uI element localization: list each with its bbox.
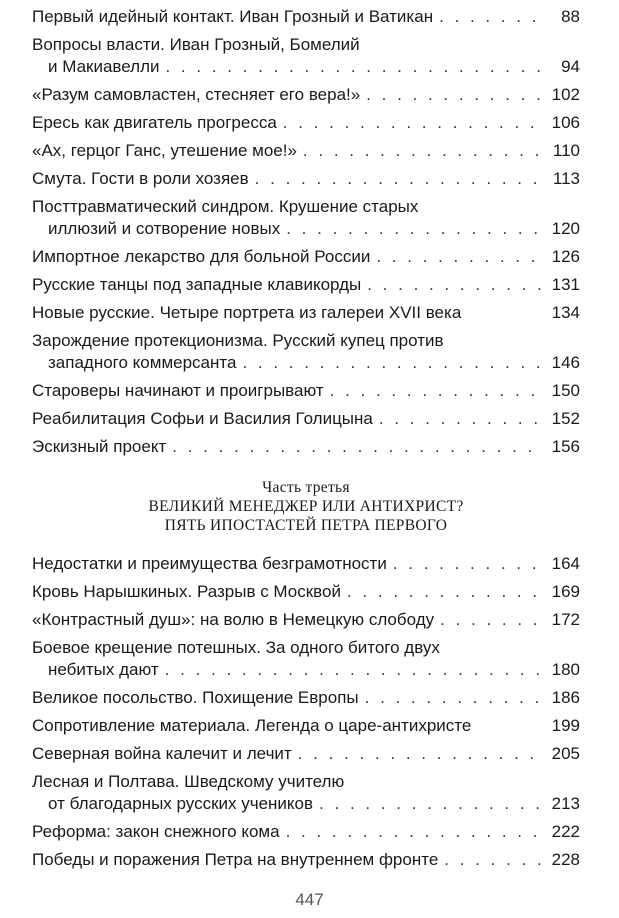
- toc-entry-last-line: [32, 246, 580, 268]
- toc-entry-title: Вопросы власти. Иван Грозный, Бомелий: [32, 35, 360, 54]
- toc-entry-page: 180: [551, 660, 580, 679]
- dot-leader: [255, 168, 544, 190]
- toc-entry-title: Победы и поражения Петра на внутреннем фронте: [32, 850, 439, 869]
- dot-leader: [319, 793, 544, 815]
- toc-entry-page: 102: [551, 85, 580, 104]
- toc-entry-last-line: [32, 408, 580, 430]
- part-label: Часть третья: [262, 479, 350, 496]
- toc-entry: [32, 84, 580, 106]
- dot-leader: [242, 352, 544, 374]
- toc-entry-page: 169: [551, 582, 580, 601]
- toc-entry-title: Староверы начинают и проигрывают: [32, 381, 324, 400]
- toc-entry: [32, 687, 580, 709]
- toc-entry-page: 222: [551, 822, 580, 841]
- toc-entry-title: «Ах, герцог Ганс, утешение мое!»: [32, 141, 297, 160]
- dot-leader: [444, 849, 544, 871]
- toc-entry-last-line: [32, 687, 580, 709]
- toc-list-part-three: [32, 553, 580, 871]
- toc-entry-line: [32, 637, 580, 659]
- toc-entry-line: [32, 34, 580, 56]
- toc-entry: [32, 715, 580, 737]
- toc-entry: [32, 743, 580, 765]
- toc-entry-line: [32, 771, 580, 793]
- toc-entry-page: 131: [551, 275, 580, 294]
- toc-list-part-two: [32, 6, 580, 458]
- toc-entry-last-line: [32, 436, 580, 458]
- toc-entry-title: Боевое крещение потешных. За одного битого двух: [32, 638, 440, 657]
- toc-entry-page: 88: [561, 7, 580, 26]
- dot-leader: [286, 821, 544, 843]
- toc-entry-title: «Разум самовластен, стесняет его вера!»: [32, 85, 361, 104]
- part-title-line-2: ПЯТЬ ИПОСТАСТЕЙ ПЕТРА ПЕРВОГО: [164, 517, 448, 534]
- toc-entry-title: Недостатки и преимущества безграмотности: [32, 554, 387, 573]
- dot-leader: [172, 436, 544, 458]
- toc-entry: [32, 581, 580, 603]
- dot-leader: [439, 6, 544, 28]
- toc-entry-title: западного коммерсанта: [48, 353, 237, 372]
- part-heading: [32, 478, 580, 535]
- toc-entry: [32, 246, 580, 268]
- dot-leader: [365, 687, 544, 709]
- toc-entry-page: 113: [552, 169, 580, 188]
- toc-entry-title: Реабилитация Софьи и Василия Голицына: [32, 409, 373, 428]
- toc-entry-last-line: [32, 609, 580, 631]
- toc-entry-page: 205: [551, 744, 580, 763]
- toc-entry-title: Импортное лекарство для больной России: [32, 247, 371, 266]
- toc-entry-page: 106: [551, 113, 580, 132]
- toc-entry-title: от благодарных русских учеников: [48, 794, 314, 813]
- toc-entry-last-line: [32, 352, 580, 374]
- toc-entry-page: 172: [551, 610, 580, 629]
- toc-entry-last-line: [32, 168, 580, 190]
- toc-entry: [32, 34, 580, 78]
- toc-entry-last-line: [32, 793, 580, 815]
- toc-entry-last-line: [32, 581, 580, 603]
- toc-entry-page: 150: [551, 381, 580, 400]
- toc-entry: [32, 274, 580, 296]
- toc-entry-title: «Контрастный душ»: на волю в Немецкую слободу: [32, 610, 435, 629]
- toc-entry-last-line: [32, 715, 580, 737]
- toc-entry-title: Великое посольство. Похищение Европы: [32, 688, 359, 707]
- toc-entry: [32, 771, 580, 815]
- toc-entry-title: Русские танцы под западные клавикорды: [32, 275, 362, 294]
- toc-entry-title: Сопротивление материала. Легенда о царе-антихристе: [32, 716, 472, 735]
- toc-entry-last-line: [32, 56, 580, 78]
- toc-entry: [32, 637, 580, 681]
- dot-leader: [367, 274, 544, 296]
- toc-entry: [32, 330, 580, 374]
- toc-entry: [32, 6, 580, 28]
- toc-entry: [32, 821, 580, 843]
- toc-entry-last-line: [32, 218, 580, 240]
- toc-entry: [32, 609, 580, 631]
- dot-leader: [303, 140, 544, 162]
- toc-entry-page: 164: [551, 554, 580, 573]
- toc-entry: [32, 849, 580, 871]
- toc-entry: [32, 196, 580, 240]
- toc-entry-title: Лесная и Полтава. Шведскому учителю: [32, 772, 345, 791]
- toc-entry: [32, 112, 580, 134]
- toc-entry-page: 126: [551, 247, 580, 266]
- toc-entry-title: Новые русские. Четыре портрета из галереи XVII века: [32, 303, 462, 322]
- toc-entry-title: Первый идейный контакт. Иван Грозный и Ватикан: [32, 7, 434, 26]
- toc-entry-last-line: [32, 743, 580, 765]
- toc-entry-line: [32, 330, 580, 352]
- toc-entry: [32, 168, 580, 190]
- toc-entry-last-line: [32, 112, 580, 134]
- toc-entry-title: и Макиавелли: [48, 57, 160, 76]
- toc-entry-page: 156: [551, 437, 580, 456]
- toc-entry-title: Посттравматический синдром. Крушение старых: [32, 197, 419, 216]
- dot-leader: [366, 84, 544, 106]
- toc-entry-last-line: [32, 302, 580, 324]
- dot-leader: [165, 659, 544, 681]
- toc-entry-last-line: [32, 659, 580, 681]
- toc-entry-title: Кровь Нарышкиных. Разрыв с Москвой: [32, 582, 341, 601]
- toc-entry-page: 146: [551, 353, 580, 372]
- toc-entry-page: 134: [551, 303, 580, 322]
- toc-entry-title: Эскизный проект: [32, 437, 167, 456]
- toc-entry-page: 213: [551, 794, 580, 813]
- dot-leader: [347, 581, 544, 603]
- toc-entry-page: 186: [551, 688, 580, 707]
- toc-entry-last-line: [32, 84, 580, 106]
- toc-entry-title: Реформа: закон снежного кома: [32, 822, 280, 841]
- dot-leader: [298, 743, 544, 765]
- toc-entry-last-line: [32, 849, 580, 871]
- toc-entry: [32, 436, 580, 458]
- toc-entry-last-line: [32, 6, 580, 28]
- toc-entry-line: [32, 196, 580, 218]
- toc-entry-title: небитых дают: [48, 660, 159, 679]
- dot-leader: [165, 56, 544, 78]
- dot-leader: [286, 218, 544, 240]
- toc-page: [32, 6, 580, 877]
- toc-entry-last-line: [32, 380, 580, 402]
- toc-entry: [32, 553, 580, 575]
- toc-entry-page: 152: [551, 409, 580, 428]
- toc-entry: [32, 302, 580, 324]
- toc-entry-page: 228: [551, 850, 580, 869]
- page-number: 447: [295, 890, 324, 909]
- toc-entry-page: 110: [552, 141, 580, 160]
- toc-entry-title: Северная война калечит и лечит: [32, 744, 292, 763]
- toc-entry-page: 199: [551, 716, 580, 735]
- dot-leader: [440, 609, 544, 631]
- dot-leader: [393, 553, 544, 575]
- toc-entry-title: иллюзий и сотворение новых: [48, 219, 281, 238]
- toc-entry-title: Смута. Гости в роли хозяев: [32, 169, 249, 188]
- toc-entry-last-line: [32, 553, 580, 575]
- toc-entry-page: 94: [561, 57, 580, 76]
- toc-entry-last-line: [32, 274, 580, 296]
- toc-entry-title: Ересь как двигатель прогресса: [32, 113, 277, 132]
- part-title-line-1: ВЕЛИКИЙ МЕНЕДЖЕР ИЛИ АНТИХРИСТ?: [148, 498, 464, 515]
- toc-entry-last-line: [32, 821, 580, 843]
- dot-leader: [376, 246, 544, 268]
- toc-entry: [32, 140, 580, 162]
- dot-leader: [379, 408, 544, 430]
- toc-entry: [32, 380, 580, 402]
- dot-leader: [330, 380, 544, 402]
- toc-entry-title: Зарождение протекционизма. Русский купец против: [32, 331, 444, 350]
- toc-entry-page: 120: [551, 219, 580, 238]
- toc-entry: [32, 408, 580, 430]
- dot-leader: [283, 112, 544, 134]
- toc-entry-last-line: [32, 140, 580, 162]
